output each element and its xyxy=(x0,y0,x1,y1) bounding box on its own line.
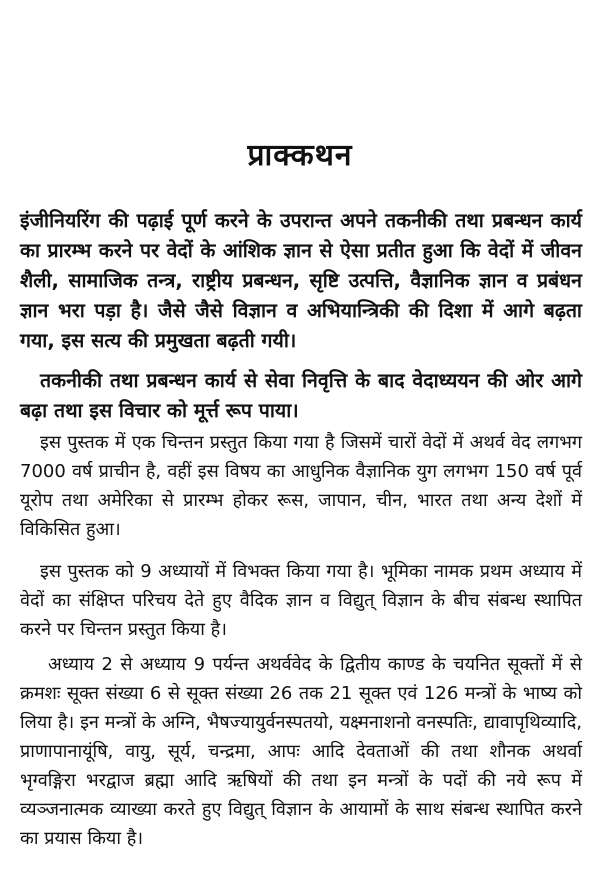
paragraph-2: तकनीकी तथा प्रबन्धन कार्य से सेवा निवृत्ति के बाद वेदाध्ययन की ओर आगे बढ़ा तथा इस विचार को मूर्त्त रूप पाया। xyxy=(20,369,582,422)
paragraph-5: अध्याय 2 से अध्याय 9 पर्यन्त अथर्ववेद के द्वितीय काण्ड के चयनित सूक्तों में से क्रमशः सूक्त संख्या 6 से सूक्त संख्या 26 तक 21 सूक्त एवं 126 मन्त्रों के भाष्य को लिया है। इन मन्त्रों के अग्नि, भैषज्यायुर्वनस्पतयो, यक्ष्मनाशनो वनस्पतिः, द्यावापृथिव्यादि, प्राणापानायूंषि, वायु, सूर्य, चन्द्रमा, आपः आदि देवताओं की तथा शौनक अथर्वा भृग्वङ्गिरा भरद्वाज ब्रह्मा आदि ऋषियों की तथा इन मन्त्रों के पदों की नये रूप में व्यञ्जनात्मक व्याख्या करते हुए विद्युत् विज्ञान के आयामों के साथ संबन्ध स्थापित करने का प्रयास किया है। xyxy=(20,654,582,849)
paragraph-1: इंजीनियरिंग की पढ़ाई पूर्ण करने के उपरान्त अपने तकनीकी तथा प्रबन्धन कार्य का प्रारम्भ करने पर वेदों के आंशिक ज्ञान से ऐसा प्रतीत हुआ कि वेदों में जीवन शैली, सामाजिक तन्त्र, राष्ट्रीय प्रबन्धन, सृष्टि उत्पत्ति, वैज्ञानिक ज्ञान व प्रबंधन ज्ञान भरा पड़ा है। जैसे जैसे विज्ञान व अभियान्त्रिकी की दिशा में आगे बढ़ता गया, इस सत्य की प्रमुखता बढ़ती गयी। xyxy=(20,209,582,352)
paragraph-4: इस पुस्तक को 9 अध्यायों में विभक्त किया गया है। भूमिका नामक प्रथम अध्याय में वेदों का संक्षिप्त परिचय देते हुए वैदिक ज्ञान व विद्युत् विज्ञान के बीच संबन्ध स्थापित करने पर चिन्तन प्रस्तुत किया है। xyxy=(20,561,582,640)
paragraph-3: इस पुस्तक में एक चिन्तन प्रस्तुत किया गया है जिसमें चारों वेदों में अथर्व वेद लगभग 7000 वर्ष प्राचीन है, वहीं इस विषय का आधुनिक वैज्ञानिक युग लगभग 150 वर्ष पूर्व यूरोप तथा अमेरिका से प्रारम्भ होकर रूस, जापान, चीन, भारत तथा अन्य देशों में विकिसित हुआ। xyxy=(20,432,582,540)
page-title: प्राक्कथन xyxy=(247,138,353,173)
